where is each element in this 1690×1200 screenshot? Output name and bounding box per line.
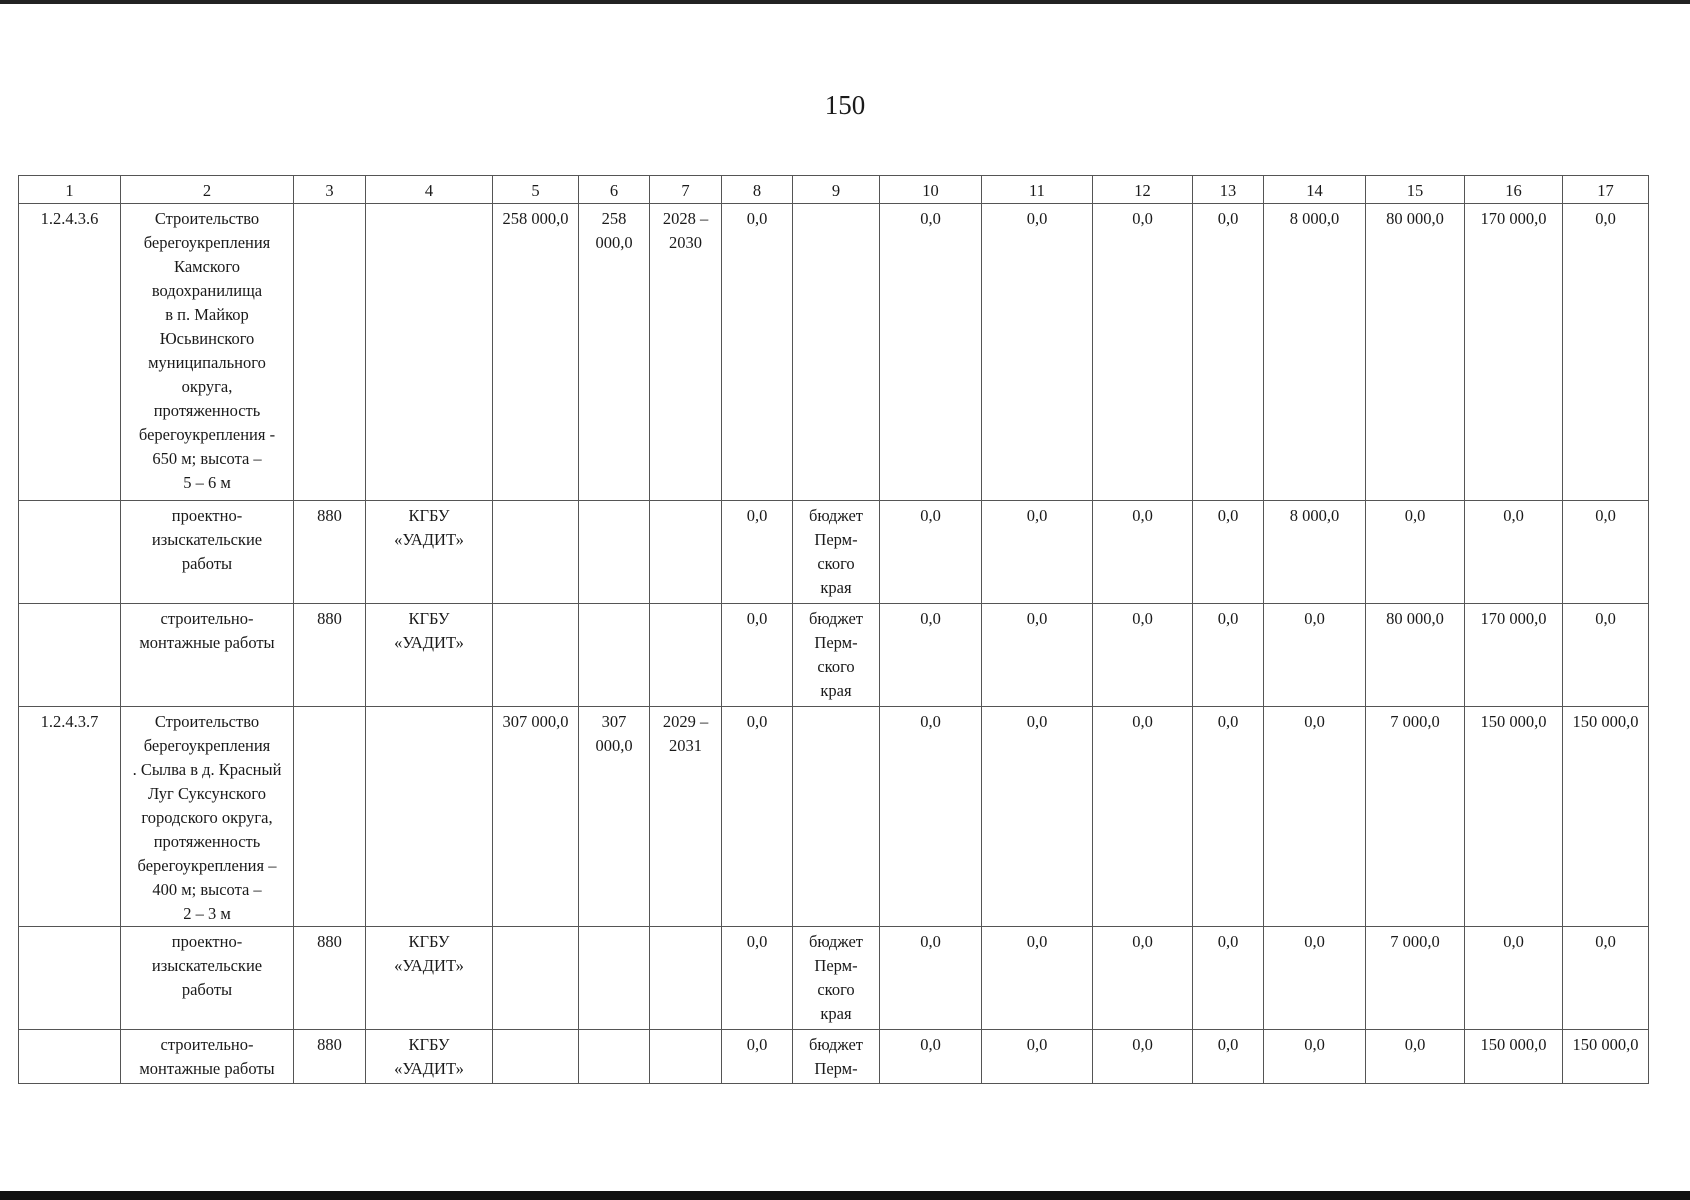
cell-col-14: 0,0 <box>1264 604 1366 707</box>
cell-col-16: 170 000,0 <box>1465 204 1563 501</box>
cell-col-10: 0,0 <box>880 501 982 604</box>
cell-item-code <box>19 604 121 707</box>
cell-item-code: 1.2.4.3.6 <box>19 204 121 501</box>
cell-description: Строительство берегоукрепления . Сылва в д. Красный Луг Суксунского городского округа, протяженность берегоукрепления – 400 м; высота – 2 – 3 м <box>121 707 294 927</box>
cell-col-8: 0,0 <box>722 707 793 927</box>
column-number: 3 <box>294 176 366 204</box>
table-row <box>19 604 1649 707</box>
table-row <box>19 927 1649 1030</box>
cell-col-4 <box>366 707 493 927</box>
cell-col-6 <box>579 927 650 1030</box>
cell-col-13: 0,0 <box>1193 927 1264 1030</box>
cell-col-10: 0,0 <box>880 707 982 927</box>
cell-col-10: 0,0 <box>880 1030 982 1084</box>
cell-col-11: 0,0 <box>982 707 1093 927</box>
table-row <box>19 501 1649 604</box>
cell-col-14: 8 000,0 <box>1264 204 1366 501</box>
cell-description: проектно- изыскательские работы <box>121 927 294 1030</box>
cell-col-14: 0,0 <box>1264 927 1366 1030</box>
budget-table <box>18 175 1649 1084</box>
cell-col-7: 2029 – 2031 <box>650 707 722 927</box>
cell-col-5 <box>493 604 579 707</box>
cell-col-17: 0,0 <box>1563 927 1649 1030</box>
cell-col-6 <box>579 501 650 604</box>
cell-col-15: 80 000,0 <box>1366 604 1465 707</box>
cell-col-9: бюджет Перм- ского края <box>793 927 880 1030</box>
cell-col-7 <box>650 927 722 1030</box>
cell-col-11: 0,0 <box>982 204 1093 501</box>
cell-col-15: 80 000,0 <box>1366 204 1465 501</box>
cell-description: Строительство берегоукрепления Камского водохранилища в п. Майкор Юсьвинского муниципального округа, протяженность берегоукрепления - 650 м; высота – 5 – 6 м <box>121 204 294 501</box>
cell-col-16: 170 000,0 <box>1465 604 1563 707</box>
column-number: 14 <box>1264 176 1366 204</box>
cell-col-12: 0,0 <box>1093 501 1193 604</box>
cell-col-7 <box>650 501 722 604</box>
cell-col-3: 880 <box>294 927 366 1030</box>
cell-col-3 <box>294 707 366 927</box>
table-row <box>19 204 1649 501</box>
cell-col-14: 0,0 <box>1264 1030 1366 1084</box>
cell-col-4: КГБУ «УАДИТ» <box>366 501 493 604</box>
cell-col-15: 7 000,0 <box>1366 927 1465 1030</box>
column-number: 10 <box>880 176 982 204</box>
cell-col-7 <box>650 604 722 707</box>
cell-col-5 <box>493 927 579 1030</box>
column-number: 8 <box>722 176 793 204</box>
column-number: 4 <box>366 176 493 204</box>
column-number: 2 <box>121 176 294 204</box>
cell-col-9: бюджет Перм- ского края <box>793 604 880 707</box>
cell-col-15: 0,0 <box>1366 1030 1465 1084</box>
cell-description: строительно- монтажные работы <box>121 1030 294 1084</box>
cell-col-3: 880 <box>294 1030 366 1084</box>
cell-col-4 <box>366 204 493 501</box>
cell-item-code: 1.2.4.3.7 <box>19 707 121 927</box>
cell-col-16: 0,0 <box>1465 501 1563 604</box>
cell-col-14: 0,0 <box>1264 707 1366 927</box>
cell-col-3: 880 <box>294 604 366 707</box>
cell-description: проектно- изыскательские работы <box>121 501 294 604</box>
cell-description: строительно- монтажные работы <box>121 604 294 707</box>
column-number: 16 <box>1465 176 1563 204</box>
cell-col-13: 0,0 <box>1193 501 1264 604</box>
cell-col-17: 150 000,0 <box>1563 707 1649 927</box>
cell-col-11: 0,0 <box>982 1030 1093 1084</box>
cell-col-3: 880 <box>294 501 366 604</box>
cell-col-9: бюджет Перм- <box>793 1030 880 1084</box>
cell-col-13: 0,0 <box>1193 604 1264 707</box>
cell-col-13: 0,0 <box>1193 707 1264 927</box>
table-row <box>19 1030 1649 1084</box>
cell-col-12: 0,0 <box>1093 707 1193 927</box>
cell-col-5 <box>493 501 579 604</box>
top-border-rule <box>0 0 1690 4</box>
column-number: 15 <box>1366 176 1465 204</box>
column-number: 7 <box>650 176 722 204</box>
cell-col-13: 0,0 <box>1193 1030 1264 1084</box>
cell-col-7: 2028 – 2030 <box>650 204 722 501</box>
cell-col-17: 0,0 <box>1563 204 1649 501</box>
column-number: 17 <box>1563 176 1649 204</box>
cell-col-10: 0,0 <box>880 204 982 501</box>
cell-col-6: 307 000,0 <box>579 707 650 927</box>
cell-col-8: 0,0 <box>722 604 793 707</box>
cell-item-code <box>19 1030 121 1084</box>
cell-col-9: бюджет Перм- ского края <box>793 501 880 604</box>
cell-item-code <box>19 927 121 1030</box>
cell-col-8: 0,0 <box>722 1030 793 1084</box>
cell-col-12: 0,0 <box>1093 1030 1193 1084</box>
cell-col-6 <box>579 1030 650 1084</box>
column-number-row <box>19 176 1649 204</box>
cell-col-11: 0,0 <box>982 501 1093 604</box>
cell-col-9 <box>793 707 880 927</box>
cell-col-7 <box>650 1030 722 1084</box>
cell-col-12: 0,0 <box>1093 204 1193 501</box>
cell-col-16: 150 000,0 <box>1465 1030 1563 1084</box>
cell-col-15: 7 000,0 <box>1366 707 1465 927</box>
cell-item-code <box>19 501 121 604</box>
column-number: 11 <box>982 176 1093 204</box>
cell-col-4: КГБУ «УАДИТ» <box>366 1030 493 1084</box>
cell-col-8: 0,0 <box>722 204 793 501</box>
column-number: 6 <box>579 176 650 204</box>
cell-col-12: 0,0 <box>1093 604 1193 707</box>
cell-col-4: КГБУ «УАДИТ» <box>366 927 493 1030</box>
cell-col-3 <box>294 204 366 501</box>
page-number: 150 <box>824 90 866 120</box>
column-number: 1 <box>19 176 121 204</box>
cell-col-13: 0,0 <box>1193 204 1264 501</box>
cell-col-11: 0,0 <box>982 604 1093 707</box>
bottom-border-rule <box>0 1191 1690 1200</box>
cell-col-12: 0,0 <box>1093 927 1193 1030</box>
cell-col-17: 150 000,0 <box>1563 1030 1649 1084</box>
column-number: 9 <box>793 176 880 204</box>
cell-col-6: 258 000,0 <box>579 204 650 501</box>
cell-col-15: 0,0 <box>1366 501 1465 604</box>
cell-col-17: 0,0 <box>1563 604 1649 707</box>
cell-col-16: 0,0 <box>1465 927 1563 1030</box>
cell-col-5 <box>493 1030 579 1084</box>
column-number: 12 <box>1093 176 1193 204</box>
cell-col-8: 0,0 <box>722 927 793 1030</box>
cell-col-6 <box>579 604 650 707</box>
cell-col-5: 307 000,0 <box>493 707 579 927</box>
cell-col-10: 0,0 <box>880 604 982 707</box>
column-number: 5 <box>493 176 579 204</box>
cell-col-16: 150 000,0 <box>1465 707 1563 927</box>
cell-col-8: 0,0 <box>722 501 793 604</box>
table-row <box>19 707 1649 927</box>
cell-col-17: 0,0 <box>1563 501 1649 604</box>
cell-col-11: 0,0 <box>982 927 1093 1030</box>
cell-col-5: 258 000,0 <box>493 204 579 501</box>
cell-col-9 <box>793 204 880 501</box>
cell-col-14: 8 000,0 <box>1264 501 1366 604</box>
cell-col-10: 0,0 <box>880 927 982 1030</box>
column-number: 13 <box>1193 176 1264 204</box>
cell-col-4: КГБУ «УАДИТ» <box>366 604 493 707</box>
